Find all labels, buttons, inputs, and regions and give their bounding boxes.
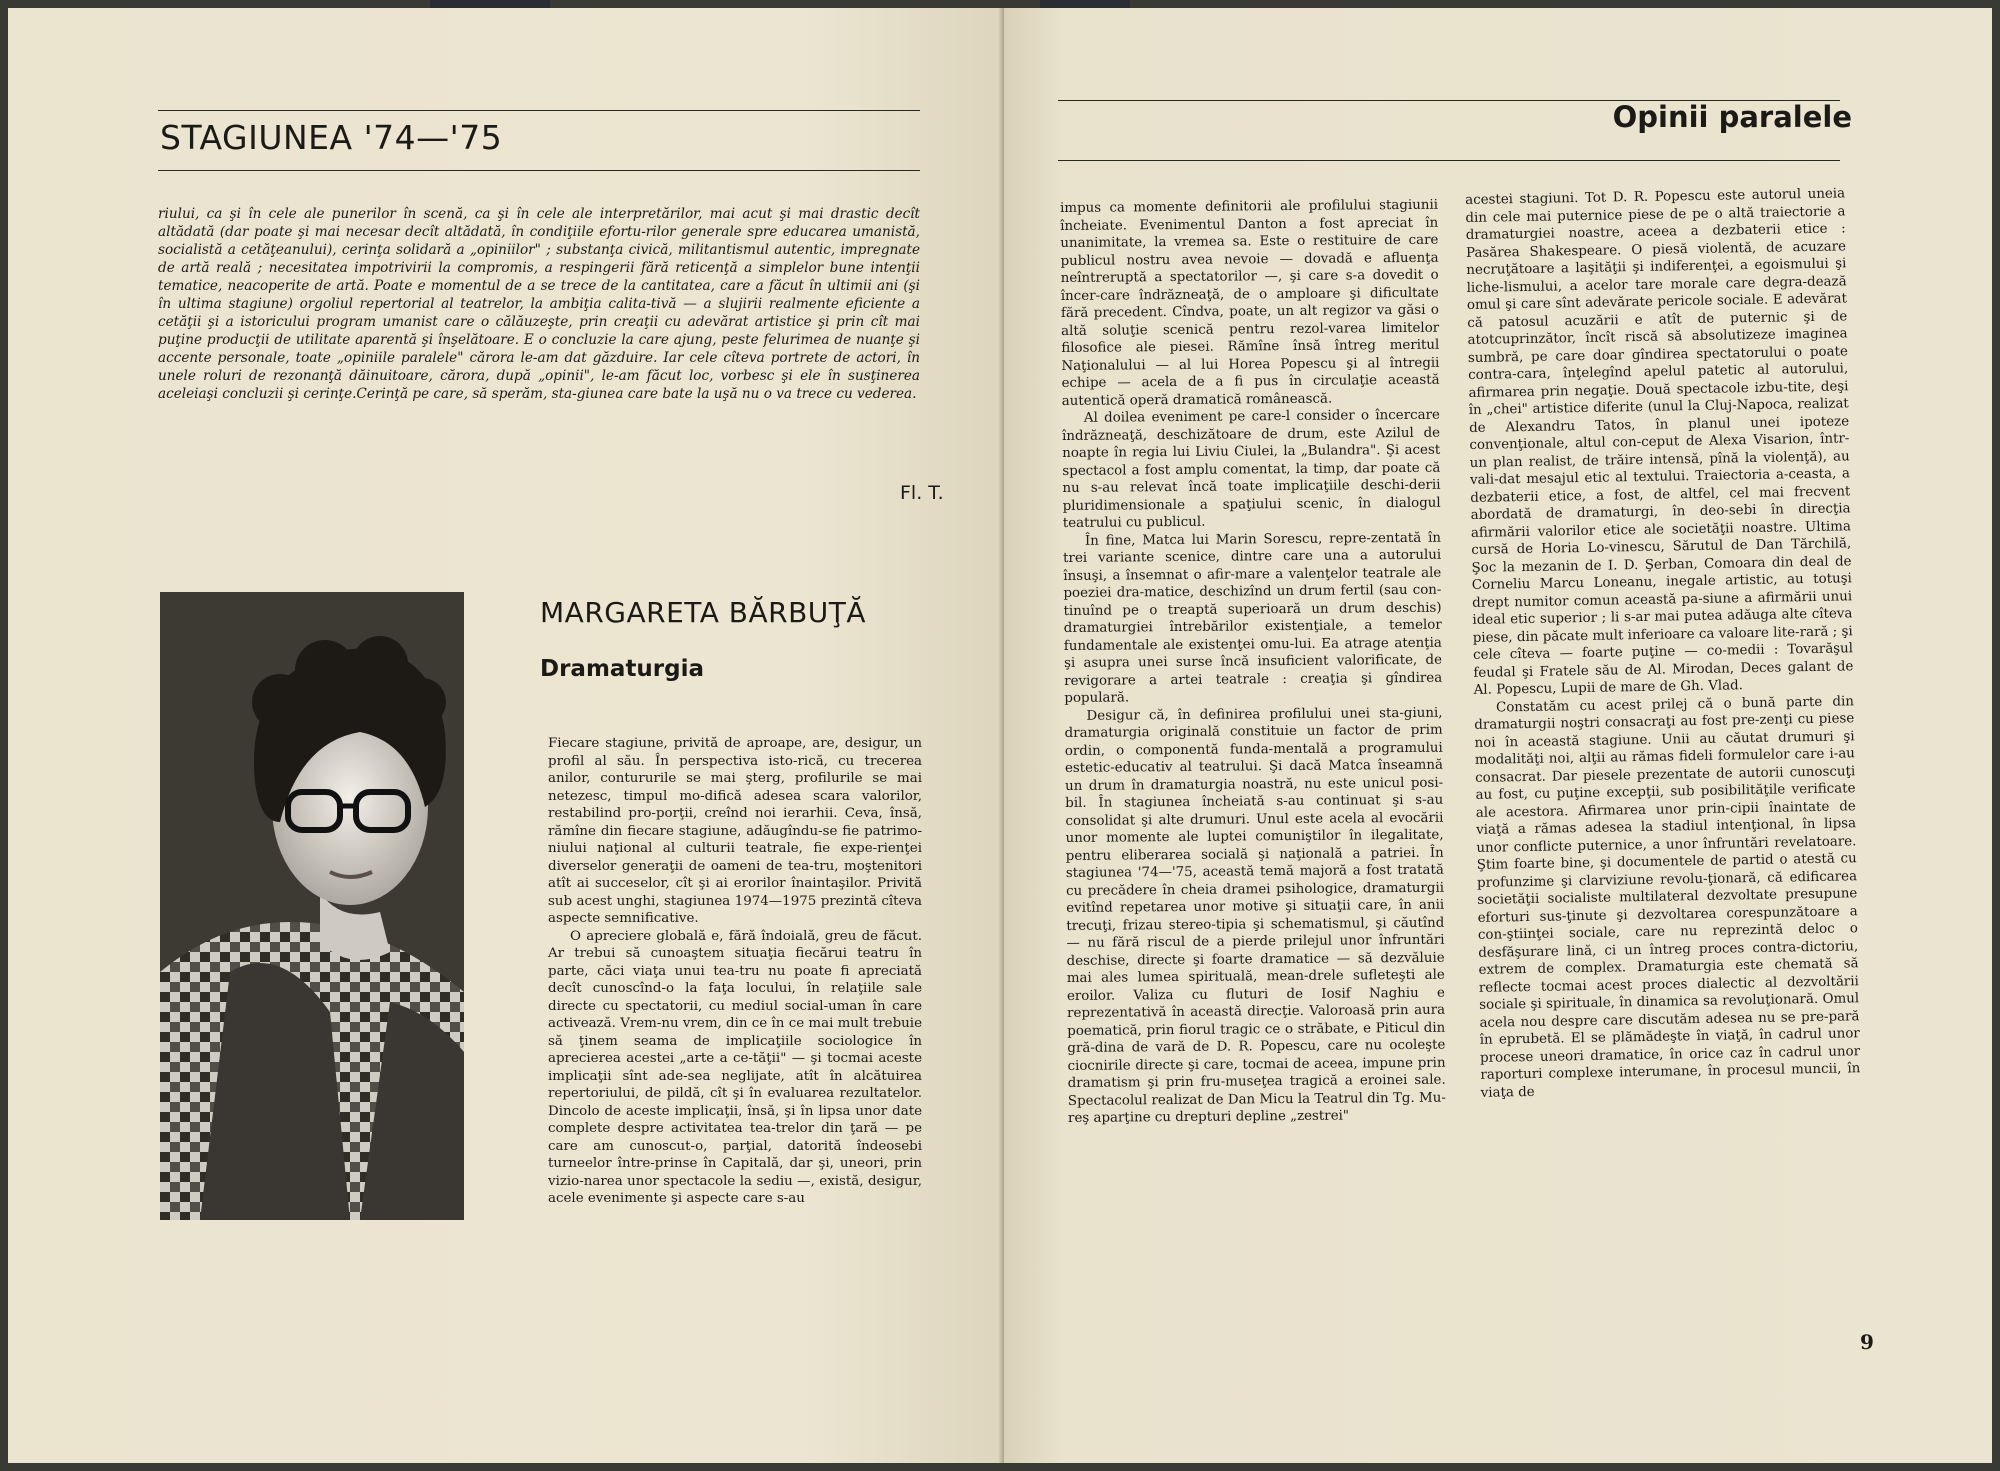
article-title: Dramaturgia (540, 656, 705, 682)
header-rule-bottom (1058, 160, 1840, 161)
running-header-right: Opinii paralele (1612, 100, 1852, 134)
paragraph: impus ca momente definitorii ale profilului stagiunii încheiate. Evenimentul Danton a fost apreciat în unanimitate, la vremea sa. Este o restituire de care publicul nostru avea nevoie — dovadă e afluenţa neîntreruptă a spectatorilor —, şi care s-a dovedit o încer-care îndrăzneaţă, de o amploare şi dificultate fără precedent. Cîndva, poate, un alt regizor va găsi o altă soluţie scenică pentru rezol-varea limitelor filosofice ale piesei. Rămîne însă întreg meritul Naţionalului — al lui Horea Popescu şi al întregii echipe — acela de a fi pus în circulaţie această autentică operă dramatică românească. (1060, 197, 1440, 409)
intro-paragraph: riului, ca şi în cele ale punerilor în scenă, ca şi în cele ale interpretărilor, mai acut şi mai drastic decît altădată (dar poate şi mai necesar decît altădată, în condiţiile efortu-rilor generale spre educarea umanistă, socialistă a cetăţeanului), cerinţa solidară a „opiniilor" ; substanţa civică, militantismul autentic, impregnate de artă reală ; necesitatea impotrivirii la compromis, a respingerii fără reticenţă a simplelor bune intenţii tematice, neacoperite de artă. Poate e momentul de a se trece de la cantitatea, care a făcut în ultimii ani (şi în ultima stagiune) orgoliul repertorial al teatrelor, la ambiţia calita-tivă — a slujirii realmente eficiente a cetăţii şi a istoricului program umanist care o călăuzeşte, prin creaţii cu adevărat artistice şi prin cît mai puţine producţii de utilitate aparentă şi înşelătoare. E o concluzie la care ajung, peste felurimea de nuanţe şi accente personale, toate „opiniile paralele" cărora le-am dat găzduire. Iar cele cîteva portrete de actori, în unele roluri de rezonanţă dăinuitoare, cărora, după „opinii", le-am făcut loc, vorbesc şi ele în susţinerea aceleiaşi concluzii şi cerinţe.Cerinţă pe care, să sperăm, sta-giunea care bate la uşă nu o va trece cu vederea. (158, 206, 920, 402)
paragraph: Constatăm cu acest prilej că o bună parte din dramaturgii noştri consacraţi au fost pre-zenţi cu piese noi în această stagiune. Unii au căutat drumuri şi modalităţi noi, alţii au rămas fideli formulelor care i-au consacrat. Dar piesele prezentate de autorii cunoscuţi au fost, cu puţine excepţii, sub posibilităţile verificate ale acestora. Afirmarea unor prin-cipii înaintate de viaţă a rămas adesea la stadiul intenţional, în lipsa unor conflicte puternice, a unor înfruntări revelatoare. Ştim foarte bine, şi documentele de partid o atestă cu profunzime şi clarviziune revolu-ţionară, că edificarea societăţii socialiste multilateral dezvoltate presupune eforturi sus-ţinute şi dezvoltarea corespunzătoare a con-ştiinţei sociale, care nu reprezintă deloc o desfăşurare lină, ci un întreg proces contra-dictoriu, extrem de complex. Dramaturgia este chemată să reflecte tocmai acest proces dialectic al dezvoltării sociale şi spirituale, în dinamica sa revoluţionară. Omul acela nou despre care discutăm adesea nu se pre-pară în eprubetă. El se plămădeşte în viaţă, în cadrul unor procese uneori dramatice, în orice caz în cadrul unor raporturi complexe interumane, în procesul muncii, în viaţa de (1474, 693, 1861, 1101)
paragraph: Desigur că, în definirea profilului unei sta-giuni, dramaturgia originală constituie un factor de prim ordin, o componentă funda-mentală a programului estetic-educativ al teatrului. Şi dacă Matca înseamnă un drum în dramaturgia noastră, nu este unicul posi-bil. În stagiunea încheiată s-au continuat şi s-au consolidat şi alte drumuri. Unul este acela al evocării unor momente ale luptei comuniştilor în ilegalitate, pentru eliberarea socială şi naţională a patriei. În stagiunea '74—'75, această temă majoră a fost tratată cu precădere în cheia dramei psihologice, dramaturgii evitînd repetarea unor motive şi situaţii care, în anii trecuţi, frizau stereo-tipia şi schematismul, şi căutînd — nu fără riscul de a pierde prilejul unor înfruntări deschise, directe şi foarte dramatice — să dezvăluie mai ales lumea spirituală, mean-drele sufleteşti ale eroilor. Valiza cu fluturi de Iosif Naghiu e reprezentativă în această direcţie. Valoroasă prin aura poematică, prin fiorul tragic ce o străbate, e Piticul din gră-dina de vară de D. R. Popescu, care nu ocoleşte ciocnirile directe şi care, tocmai de aceea, impune prin dramatism şi prin fru-museţea tragică a eroinei sale. Spectacolul realizat de Dan Micu la Teatrul din Tg. Mu-reş aparţine cu drepturi depline „zestrei" (1064, 705, 1446, 1126)
paragraph: În fine, Matca lui Marin Sorescu, repre-zentată în trei variante scenice, dintre care una a autorului însuşi, a însemnat o afir-mare a valenţelor teatrale ale poeziei dra-matice, deschizînd un drum fertil (sau con-tinuînd pe o treaptă superioară un drum deschis) dramaturgiei întrebărilor existenţiale, a temelor fundamentale ale existenţei omu-lui. Ea atrage atenţia şi asupra unei surse încă insuficient valorificate, de revigorare a artei teatrale : creaţia şi gîndirea populară. (1063, 530, 1443, 706)
author-photo (160, 592, 464, 1220)
article-author: MARGARETA BĂRBUŢĂ (540, 596, 867, 629)
paragraph: Fiecare stagiune, privită de aproape, are, desigur, un profil al său. În perspectiva isto-rică, cu trecerea anilor, contururile se mai şterg, profilurile se mai netezesc, timpul mo-difică adesea scara valorilor, restabilind pro-porţii, creînd noi ierarhii. Ceva, însă, rămîne din fiecare stagiune, adăugîndu-se fie patrimo-niului naţional al culturii teatrale, fie expe-rienţei diverselor generaţii de oameni de tea-tru, moştenitori atît ai succeselor, cît şi ai erorilor înaintaşilor. Privită sub acest unghi, stagiunea 1974—1975 prezintă cîteva aspecte semnificative. (548, 736, 922, 926)
paragraph: acestei stagiuni. Tot D. R. Popescu este autorul uneia din cele mai puternice piese de pe o altă traiectorie a dramaturgiei noastre, aceea a dezbaterii etice : Pasărea Shakespeare. O piesă violentă, de acuzare necruţătoare a laşităţii şi indiferenţei, a egoismului şi liche-lismului, a acelor tare morale care degra-dează omul şi care sînt adevărate pericole sociale. E adevărat că patosul acuzării e atît de puternic şi de atotcuprinzător, încît riscă să absolutizeze imaginea sumbră, pe care doar gîndirea spectatorului o poate contra-cara, înţelegînd apelul patetic al autorului, afirmarea prin negaţie. Două spectacole izbu-tite, deşi în „chei" artistice diferite (unul la Cluj-Napoca, realizat de Alexandru Tatos, în planul unei ipoteze convenţionale, altul con-ceput de Alexa Visarion, într-un plan realist, de trăire intensă, pînă la violenţă), au vali-dat mesajul etic al textului. Traiectoria a-ceasta, a dezbaterii etice, a fost, de altfel, cel mai frecvent abordată de dramaturgi, în deo-sebi în direcţia afirmării valorilor etice ale societăţii noastre. Ultima cursă de Horia Lo-vinescu, Sărutul de Dan Tărchilă, Şoc la mezanin de I. D. Şerban, Comoara din deal de Corneliu Marcu Loneanu, inegale artistic, au totuşi drept numitor comun această pa-siune a afirmării unui ideal etic superior ; li s-ar mai putea adăuga alte cîteva piese, din păcate mult inferioare ca valoare lite-rară ; şi cele cîteva — foarte puţine — co-medii : Tovarăşul feudal şi Fratele său de Al. Mirodan, Deces galant de Al. Popescu, Lupii de mare de Gh. Vlad. (1465, 186, 1854, 698)
header-rule-top (158, 110, 920, 111)
paragraph: O apreciere globală e, fără îndoială, greu de făcut. Ar trebui să cunoaştem situaţia fiecărui teatru în parte, căci viaţa unui tea-tru nu poate fi apreciată decît cunoscînd-o la faţa locului, în relaţiile sale directe cu spectatorii, cu mediul social-uman în care activează. Vrem-nu vrem, din ce în ce mai mult trebuie să ţinem seama de implicaţiile sociologice în aprecierea acestei „arte a ce-tăţii" — şi tocmai aceste implicaţii sînt ade-sea neglijate, atît în alcătuirea repertoriului, de pildă, cît şi în evaluarea rezultatelor. Dincolo de aceste implicaţii, însă, şi în lipsa unor date complete despre activitatea tea-trelor din ţară — pe care am cunoscut-o, parţial, datorită îndeosebi turneelor între-prinse în Capitală, dar şi, uneori, prin vizio-narea unor spectacole la sediu —, există, desigur, acele evenimente şi aspecte care s-au (548, 928, 922, 1206)
portrait-illustration (160, 592, 464, 1220)
article-column-1 (548, 735, 922, 1208)
author-signature: Fl. T. (900, 482, 944, 504)
page-number: 9 (1860, 1330, 1874, 1354)
paragraph: Al doilea eveniment pe care-l consider o încercare îndrăzneaţă, deschizătoare de drum, este Azilul de noapte în regia lui Liviu Ciulei, la „Bulandra". Şi acest spectacol a fost amplu comentat, la timp, dar poate că nu s-au relevat încă toate implicaţiile deschi-derii pluridimensionale a spaţiului scenic, în dialogul teatrului cu publicul. (1061, 407, 1441, 531)
article-column-2 (1060, 197, 1446, 1128)
header-rule-bottom (158, 170, 920, 171)
article-column-3 (1465, 185, 1861, 1101)
running-header-left: STAGIUNEA '74—'75 (160, 118, 503, 157)
